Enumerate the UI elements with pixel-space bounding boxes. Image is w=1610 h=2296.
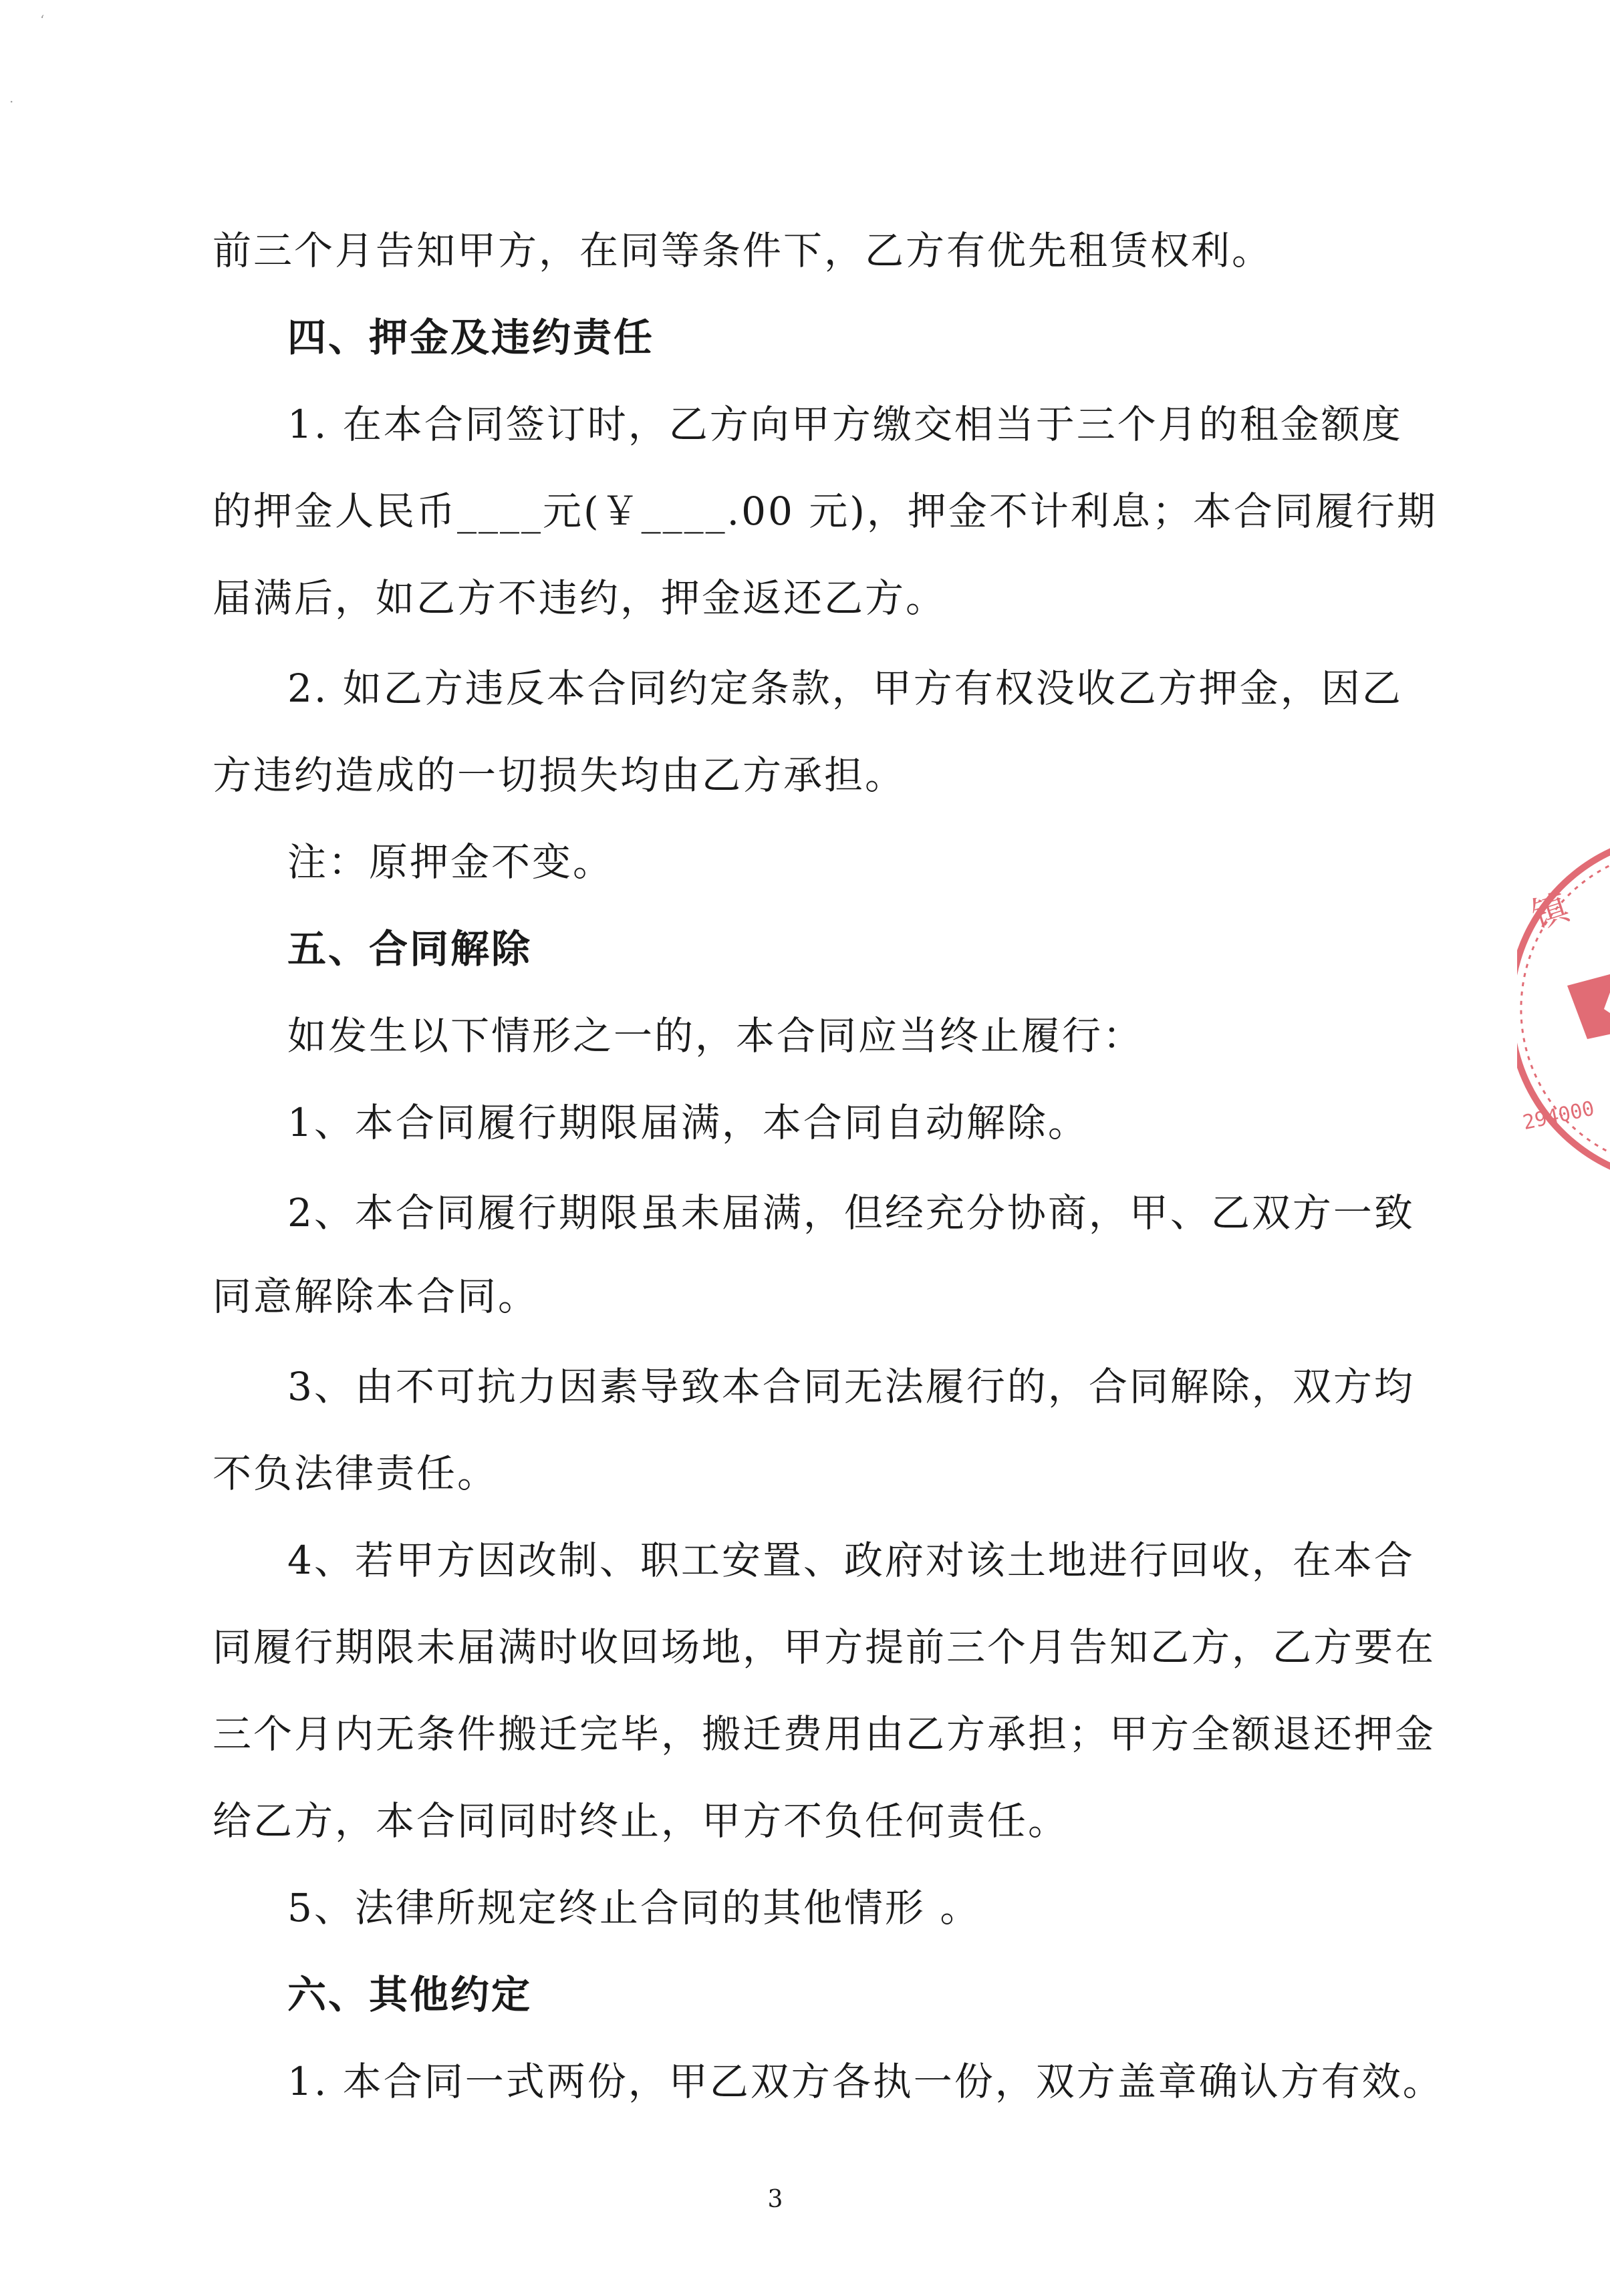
seal-text-number: 294000 <box>1520 1097 1597 1135</box>
section-heading-termination: 五、合同解除 <box>287 926 533 972</box>
text-line-20: 5、法律所规定终止合同的其他情形 。 <box>287 1885 981 1930</box>
text-line-11: 1、本合同履行期限届满，本合同自动解除。 <box>287 1100 1089 1145</box>
section-heading-deposit: 四、押金及违约责任 <box>287 315 655 360</box>
text-line-7: 方违约造成的一切损失均由乙方承担。 <box>213 752 906 798</box>
page-number: 3 <box>767 2186 783 2213</box>
text-line-13: 同意解除本合同。 <box>213 1274 539 1319</box>
text-line-22: 1. 本合同一式两份，甲乙双方各执一份，双方盖章确认方有效。 <box>287 2059 1444 2104</box>
text-line-4: 的押金人民币____元(￥____.00 元)，押金不计利息；本合同履行期 <box>213 488 1438 534</box>
text-line-17: 同履行期限未届满时收回场地，甲方提前三个月告知乙方，乙方要在 <box>213 1624 1436 1670</box>
text-line-5: 届满后，如乙方不违约，押金返还乙方。 <box>213 575 947 621</box>
text-line-14: 3、由不可抗力因素导致本合同无法履行的，合同解除，双方均 <box>287 1364 1415 1409</box>
scan-speck: ‘ <box>40 12 45 28</box>
seal-star <box>1567 972 1610 1039</box>
text-line-19: 给乙方，本合同同时终止，甲方不负任何责任。 <box>213 1798 1069 1844</box>
note-line: 注：原押金不变。 <box>287 839 614 885</box>
text-line-15: 不负法律责任。 <box>213 1451 499 1496</box>
text-line-10: 如发生以下情形之一的，本合同应当终止履行： <box>287 1013 1144 1058</box>
scan-speck: · <box>9 94 14 110</box>
text-line-12: 2、本合同履行期限虽未届满，但经充分协商，甲、乙双方一致 <box>287 1190 1415 1236</box>
text-line-18: 三个月内无条件搬迁完毕，搬迁费用由乙方承担；甲方全额退还押金 <box>213 1711 1436 1757</box>
section-heading-other: 六、其他约定 <box>287 1972 533 2017</box>
seal-stamp-fragment <box>1517 835 1610 1183</box>
text-line-1: 前三个月告知甲方，在同等条件下，乙方有优先租赁权利。 <box>213 228 1273 273</box>
seal-text-top: 镇 <box>1526 885 1574 938</box>
text-line-3: 1. 在本合同签订时，乙方向甲方缴交相当于三个月的租金额度 <box>287 402 1403 447</box>
text-line-16: 4、若甲方因改制、职工安置、政府对该土地进行回收，在本合 <box>287 1538 1415 1583</box>
text-line-6: 2. 如乙方违反本合同约定条款，甲方有权没收乙方押金，因乙 <box>287 666 1403 711</box>
